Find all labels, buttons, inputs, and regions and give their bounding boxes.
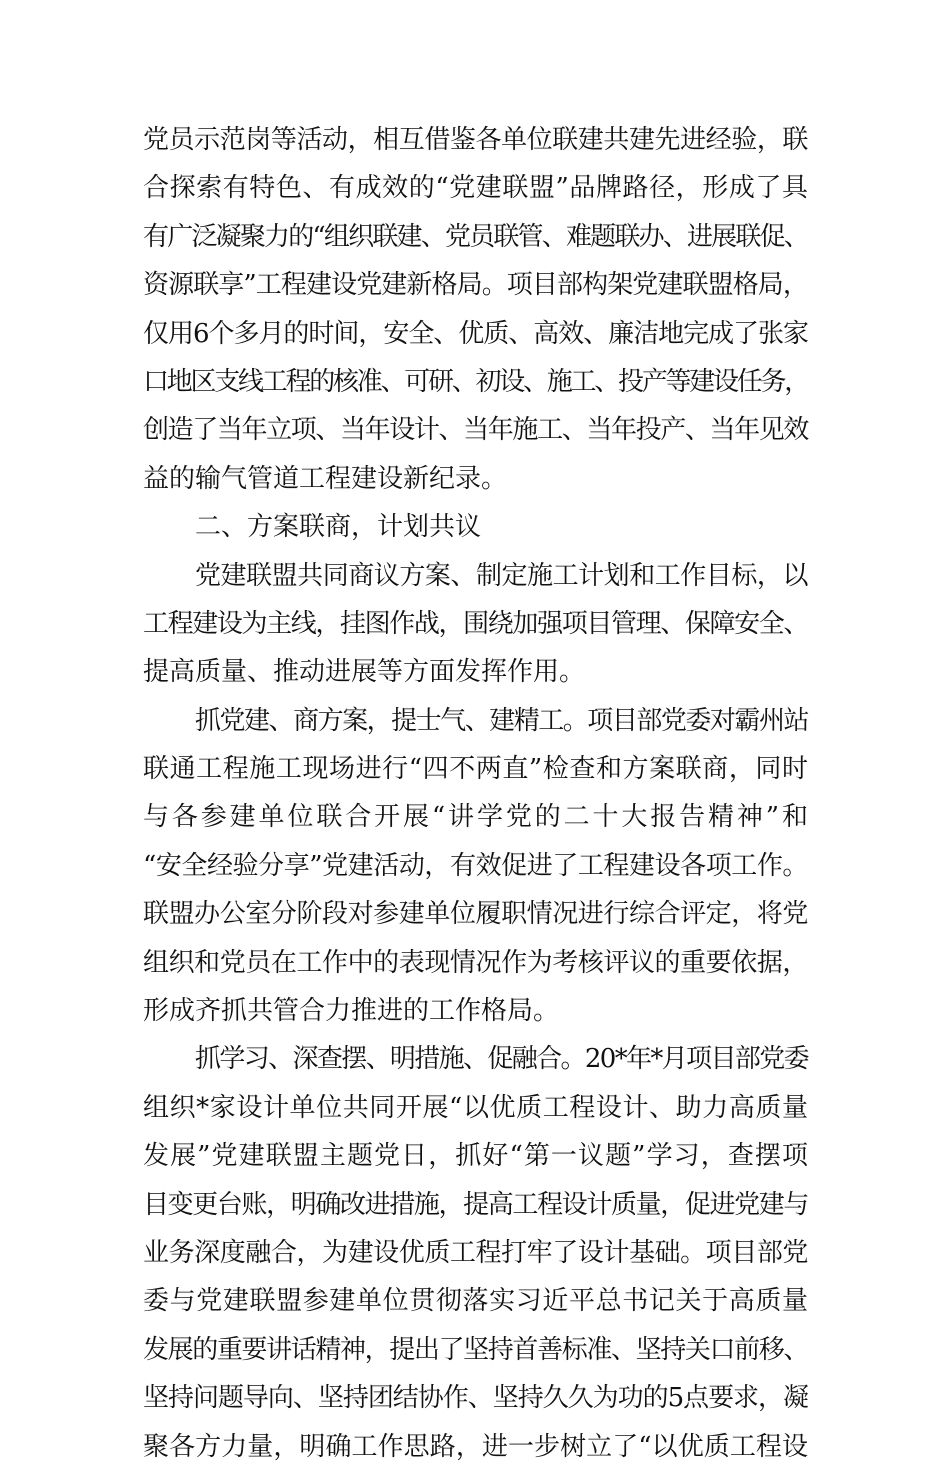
text-line: 发展的重要讲话精神，提出了坚持首善标准、坚持关口前移、 xyxy=(143,1334,808,1365)
text-line: 聚各方力量，明确工作思路，进一步树立了“以优质工程设 xyxy=(143,1431,808,1462)
text-line: “安全经验分享”党建活动，有效促进了工程建设各项工作。 xyxy=(143,850,808,881)
text-line: 仅用6个多月的时间，安全、优质、高效、廉洁地完成了张家 xyxy=(143,318,808,349)
text-line: 抓学习、深查摆、明措施、促融合。20*年*月项目部党委 xyxy=(195,1044,808,1075)
text-line: 业务深度融合，为建设优质工程打牢了设计基础。项目部党 xyxy=(143,1237,808,1268)
text-line: 口地区支线工程的核准、可研、初设、施工、投产等建设任务， xyxy=(143,366,808,397)
text-line: 目变更台账，明确改进措施，提高工程设计质量，促进党建与 xyxy=(143,1189,808,1220)
text-line: 益的输气管道工程建设新纪录。 xyxy=(143,463,508,494)
text-line: 合探索有特色、有成效的“党建联盟”品牌路径，形成了具 xyxy=(143,173,808,204)
text-line: 有广泛凝聚力的“组织联建、党员联管、难题联办、进展联促、 xyxy=(143,221,808,252)
text-line: 委与党建联盟参建单位贯彻落实习近平总书记关于高质量 xyxy=(143,1286,808,1317)
text-line: 创造了当年立项、当年设计、当年施工、当年投产、当年见效 xyxy=(143,415,808,446)
document-body xyxy=(143,116,808,1471)
text-line: 与各参建单位联合开展“讲学党的二十大报告精神”和 xyxy=(143,802,808,833)
text-line: 组织和党员在工作中的表现情况作为考核评议的重要依据， xyxy=(143,947,808,978)
text-line: 工程建设为主线，挂图作战，围绕加强项目管理、保障安全、 xyxy=(143,608,808,639)
text-line: 发展”党建联盟主题党日，抓好“第一议题”学习，查摆项 xyxy=(143,1141,808,1172)
text-line: 组织*家设计单位共同开展“以优质工程设计、助力高质量 xyxy=(143,1092,808,1123)
text-line: 提高质量、推动进展等方面发挥作用。 xyxy=(143,657,586,688)
section-heading: 二、方案联商，计划共议 xyxy=(195,512,482,543)
text-line: 资源联享”工程建设党建新格局。项目部构架党建联盟格局， xyxy=(143,270,808,301)
text-line: 联盟办公室分阶段对参建单位履职情况进行综合评定，将党 xyxy=(143,899,808,930)
text-line: 联通工程施工现场进行“四不两直”检查和方案联商，同时 xyxy=(143,754,808,785)
text-line: 抓党建、商方案，提士气、建精工。项目部党委对霸州站 xyxy=(195,705,808,736)
text-line: 党建联盟共同商议方案、制定施工计划和工作目标，以 xyxy=(195,560,808,591)
text-line: 坚持问题导向、坚持团结协作、坚持久久为功的5点要求，凝 xyxy=(143,1383,808,1414)
text-line: 党员示范岗等活动，相互借鉴各单位联建共建先进经验，联 xyxy=(143,125,808,155)
text-line: 形成齐抓共管合力推进的工作格局。 xyxy=(143,996,560,1027)
